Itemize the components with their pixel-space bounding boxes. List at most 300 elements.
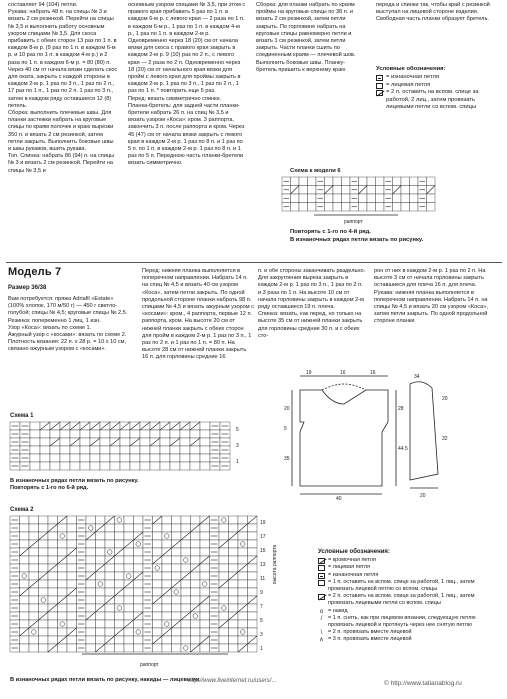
grid-cell [333,186,342,195]
grid-cell [20,580,30,588]
grid-cell [219,556,229,564]
grid-cell [58,628,68,636]
model7-legend [318,549,500,644]
grid-cell [191,620,201,628]
grid-cell [48,620,58,628]
grid-cell [153,620,163,628]
grid-cell [172,596,182,604]
grid-cell [96,628,106,636]
grid-cell [50,430,60,438]
grid-cell [130,430,140,438]
legend-text: = изнаночная петля [328,571,379,578]
grid-cell [20,556,30,564]
grid-cell [86,580,96,588]
watermark-left: http://www.liveinternet.ru/users/… [188,678,278,684]
grid-cell [96,580,106,588]
grid-cell [427,194,436,203]
grid-cell [291,203,300,212]
grid-cell [115,524,125,532]
grid-cell [181,620,191,628]
grid-cell [67,644,77,652]
grid-cell [70,462,80,470]
grid-cell [200,564,210,572]
grid-cell [124,636,134,644]
grid-cell [172,516,182,524]
paragraph: Перед: нижняя планка выполняется в поперечном направлении. Набрать 14 п. на спиц № 4,5 и вязать 40 см узором «Коса», затем петли закрыть. По одной продольной стороне планки набрать 98 п. спицами № 4,5 и вязать ажурным узором с «косами»: кром., 4 раппорта, первые 12 п. раппорта, кром. На высоте 20 см от нижней планки закрыть с обеих сторон для пройм в каждом 2-м р. 1 раз по 3 п., 1 раз по 2 п. и 1 раз по 1 п. = 80 п. На высоте 28 см от нижней планки закрыть 16 п. для горловины средние 16 [142,268,254,361]
grid-cell [29,516,39,524]
row-number: 15 [260,548,266,554]
legend-text: = 2 п. провязать вместе лицевой [328,629,412,636]
grid-cell [248,540,258,548]
stitch-symbol-icon: / [320,615,323,622]
paragraph: основным узором спицами № 3,5, при этом с правого края прибавить 5 раз по 1 п. в каждом 6-м р. с левого края — 2 раза по 1 п. в каждом 6-м р., 1 раз по 1 п. в каждом 4-м р., 1 раз по 1 п. в каждом 2-м р. Одновременно через 18 (20) см от начала вязки для скоса с правого края закрыть в каждом 2-м р. 9 (10) раз по 2 п., с левого края — 2 раза по 2 п. Одновременно через 18 (20) см от начального края вязки для пройм с левого края для проймы закрыть в каждом 2-м р. 1 раз по 3 п., 1 раз по 2 п., 1 раз по 1 п. * повторить еще 5 раз. [128,2,246,95]
paragraph: Спинка: вязать, как перед, но только на высоте 35 см от нижней планки закрыть для горловины средние 30 п. и с обеих сто- [258,311,363,339]
model6-text-column-3 [256,2,364,157]
model7-heading: Модель 7 [8,266,62,278]
grid-cell [376,194,385,203]
grid-cell [238,628,248,636]
grid-cell [150,462,160,470]
grid-cell [170,462,180,470]
grid-cell [162,516,172,524]
paragraph: переда и спинки так, чтобы край с резинкой выступал на лицевой стороне изделия. Свободная часть планки образует бретель. [376,2,490,23]
grid-cell [299,203,308,212]
legend-row [318,579,500,593]
grid-cell [39,556,49,564]
legend-title: Условные обозначения: [376,66,446,72]
dim-label: 34 [414,374,420,380]
grid-cell [105,532,115,540]
grid-cell [308,177,317,186]
grid-cell [134,556,144,564]
grid-cell [229,540,239,548]
legend-text: = 3 п. провязать вместе лицевой [328,636,412,643]
legend-text: = лицевая петля [328,564,371,571]
grid-cell [39,636,49,644]
grid-cell [342,177,351,186]
grid-cell [248,588,258,596]
grid-cell [20,604,30,612]
grid-cell [333,203,342,212]
stitch-symbol-icon: о [319,608,324,615]
grid-cell [359,177,368,186]
footnote-line: Повторять с 1-го по 6-й ряд. [10,485,89,492]
grid-cell [124,644,134,652]
legend-text: = 1 п. оставить на вспом. спице за работой, 1 лиц., затем провязать лицевой петлю со вспом. спицы [328,578,475,593]
grid-cell [219,604,229,612]
grid-cell [153,540,163,548]
grid-cell [162,620,172,628]
grid-cell [181,628,191,636]
row-number: 19 [260,520,266,526]
grid-cell [115,604,125,612]
grid-cell [181,516,191,524]
grid-cell [39,524,49,532]
grid-cell [39,588,49,596]
grid-cell [181,548,191,556]
grid-cell [134,628,144,636]
grid-cell [172,532,182,540]
grid-cell [172,556,182,564]
grid-cell [48,540,58,548]
grid-cell [48,580,58,588]
grid-cell [110,430,120,438]
grid-cell [325,194,334,203]
grid-cell [191,572,201,580]
grid-cell [172,572,182,580]
grid-cell [115,636,125,644]
grid-cell [105,612,115,620]
grid-cell [238,620,248,628]
grid-cell [60,462,70,470]
grid-cell [20,572,30,580]
grid-cell [238,588,248,596]
model6-text-column-4 [376,2,500,62]
grid-cell [48,516,58,524]
grid-cell [181,604,191,612]
grid-cell [100,438,110,446]
grid-cell [181,524,191,532]
grid-cell [29,628,39,636]
grid-cell [124,524,134,532]
grid-cell [162,604,172,612]
grid-cell [181,540,191,548]
grid-cell [153,532,163,540]
stitch-symbol-icon [318,558,325,564]
grid-cell [67,556,77,564]
grid-cell [219,596,229,604]
grid-cell [20,540,30,548]
grid-cell [229,604,239,612]
paragraph: Перед: вязать симметрично спинке. [128,95,222,102]
grid-cell [308,186,317,195]
grid-cell [58,612,68,620]
grid-cell [115,564,125,572]
grid-cell [153,572,163,580]
grid-cell [86,588,96,596]
grid-cell [219,524,229,532]
paragraph: составляет 94 (104) петли. [8,2,78,8]
grid-cell [219,612,229,620]
grid-cell [100,430,110,438]
grid-cell [248,532,258,540]
grid-cell [39,540,49,548]
grid-cell [105,644,115,652]
grid-cell [299,194,308,203]
grid-cell [50,454,60,462]
grid-cell [124,596,134,604]
grid-cell [30,462,40,470]
paragraph: Сборка: для планки набрать по краям проймы на круговые спицы по 38 п. и вязать 2 см резинкой, затем петли закрыть. По горловине набрать на круговые спицы равномерно петли и вязать 1 см резинкой, затем петли закрыть. Части планки сшить по соединенным краям — плечевой шов. Выполнить боковые швы. Планку-бретель пришить к верхнему краю [256,2,356,73]
paragraph: Резинка: попеременно 1 лиц. 1 изн. [8,317,101,324]
grid-cell [160,454,170,462]
row-number: 11 [260,576,266,582]
grid-cell [130,454,140,462]
grid-cell [48,548,58,556]
grid-cell [80,454,90,462]
watermark-right: © http://www.tatianablog.ru [384,680,462,687]
grid-cell [120,446,130,454]
dim-label: 20 [442,396,448,402]
paragraph: Плотность вязания: 22 п. х 28 р. = 10 х 10 см, связано ажурным узором с «косами». [8,339,127,353]
grid-cell [58,524,68,532]
row-number: 17 [260,534,266,540]
legend-text: = накид [328,607,348,614]
grid-cell [181,556,191,564]
grid-cell [100,462,110,470]
grid-cell [153,588,163,596]
grid-cell [134,540,144,548]
grid-cell [80,462,90,470]
grid-cell [238,612,248,620]
grid-cell [238,532,248,540]
legend-row [318,557,500,564]
grid-cell [60,446,70,454]
grid-cell [115,644,125,652]
schema2-title: Схема 2 [10,507,34,513]
grid-cell [162,612,172,620]
grid-cell [80,438,90,446]
grid-cell [29,572,39,580]
model7-text-column-2 [142,268,254,412]
grid-cell [96,588,106,596]
grid-cell [60,430,70,438]
grid-cell [162,580,172,588]
grid-cell [20,564,30,572]
grid-cell [86,620,96,628]
grid-cell [150,454,160,462]
knit-stitch-icon [376,83,383,89]
chart6-title: Схема к модели 6 [290,168,341,174]
grid-cell [124,604,134,612]
grid-cell [342,203,351,212]
grid-cell [238,572,248,580]
row-number: 5 [236,427,239,433]
grid-cell [359,203,368,212]
grid-cell [20,596,30,604]
grid-cell [172,644,182,652]
grid-cell [96,548,106,556]
grid-cell [162,596,172,604]
grid-cell [86,564,96,572]
grid-cell [181,580,191,588]
grid-cell [90,430,100,438]
grid-cell [229,620,239,628]
paragraph: Узор «Коса»: вязать по схеме 1. [8,324,92,331]
grid-cell [120,454,130,462]
paragraph: рон от них в каждом 2-м р. 1 раз по 2 п. На высоте 3 см от начала горловины закрыть оставшиеся для плеча 16 п. для плеча. [374,268,486,289]
grid-cell [124,556,134,564]
model7-text-column-3 [258,268,366,360]
grid-cell [130,446,140,454]
grid-cell [191,636,201,644]
grid-cell [48,532,58,540]
grid-cell [58,620,68,628]
grid-cell [238,580,248,588]
grid-cell [393,177,402,186]
grid-cell [80,430,90,438]
grid-cell [105,628,115,636]
grid-cell [181,596,191,604]
grid-cell [291,177,300,186]
grid-cell [58,572,68,580]
grid-cell [80,446,90,454]
grid-cell [67,636,77,644]
grid-cell [134,636,144,644]
grid-cell [299,177,308,186]
cable-stitch-icon [376,90,383,96]
grid-cell [248,628,258,636]
grid-cell [181,636,191,644]
grid-cell [160,446,170,454]
grid-cell [67,572,77,580]
grid-cell [219,644,229,652]
repeat-label: раппорт [344,219,363,225]
legend-text: = 1 п. снять, как при лицевом вязании, следующую петлю провязать лицевой и протянуть через нее снятую петлю [328,614,476,629]
grid-cell [229,516,239,524]
grid-cell [60,454,70,462]
grid-cell [180,446,190,454]
paragraph: Сборка: выполнить плечевые швы. Для планки застежки набрать на круговые спицы по краям полочек и краю вырезки 350 п. и вязать 2 см резинкой, затем петли закрыть. Выполнить боковые швы и швы рукавов, вшить рукава. [8,110,114,153]
grid-cell [105,540,115,548]
stitch-symbol-icon: ∧ [319,637,324,644]
grid-cell [181,564,191,572]
grid-cell [342,186,351,195]
grid-cell [191,588,201,596]
grid-cell [58,604,68,612]
grid-cell [29,644,39,652]
legend-text: = 2 п. оставить на вспом. спице за работой, 1 лиц., затем провязать лицевыми петли со вспом. спицы [328,593,475,607]
grid-cell [48,636,58,644]
schema1-footnote [10,478,250,492]
section-divider [6,262,502,263]
grid-cell [20,636,30,644]
grid-cell [124,572,134,580]
legend-row [376,74,500,81]
grid-cell [134,524,144,532]
grid-cell [308,194,317,203]
dim-label: 40 [336,496,342,500]
grid-cell [219,564,229,572]
model6-legend [376,66,500,111]
grid-cell [153,524,163,532]
repeat-height-label: высота раппорта [272,544,278,584]
grid-cell [393,203,402,212]
knitting-grid [10,422,230,470]
model7-text-column-1 [8,296,130,412]
grid-cell [190,454,200,462]
garment-pattern-diagram [282,370,502,500]
grid-cell [100,454,110,462]
schema1-grid [8,420,248,476]
grid-cell [29,556,39,564]
grid-cell [124,516,134,524]
grid-cell [67,580,77,588]
grid-cell [48,628,58,636]
legend-text: = изнаночная петля [386,74,440,81]
grid-cell [39,604,49,612]
row-numbers [260,520,266,652]
grid-cell [115,620,125,628]
grid-cell [86,636,96,644]
grid-cell [86,556,96,564]
grid-cell [115,540,125,548]
grid-cell [105,604,115,612]
dim-label: 19 [306,370,312,376]
grid-cell [50,462,60,470]
paragraph: Ажурный узор с «косами»: вязать по схеме 2. [8,332,127,339]
grid-cell [67,516,77,524]
grid-cell [200,430,210,438]
grid-cell [86,540,96,548]
grid-cell [170,446,180,454]
grid-cell [67,540,77,548]
grid-cell [86,644,96,652]
schema2-grid [8,514,308,674]
grid-cell [134,620,144,628]
grid-cell [200,454,210,462]
grid-cell [150,446,160,454]
grid-cell [219,572,229,580]
grid-cell [367,177,376,186]
grid-cell [115,516,125,524]
grid-cell [134,588,144,596]
grid-cell [29,532,39,540]
grid-cell [200,572,210,580]
legend-row [318,593,500,607]
grid-cell [29,612,39,620]
grid-cell [190,430,200,438]
grid-cell [248,644,258,652]
grid-cell [200,462,210,470]
grid-cell [219,588,229,596]
grid-cell [58,548,68,556]
grid-cell [29,564,39,572]
model6-text-column-1 [8,2,118,264]
grid-cell [248,564,258,572]
grid-cell [39,644,49,652]
schema2-footnote: В изнаночных рядах петли вязать по рисунку, накиды — лицевыми. [10,677,201,683]
grid-cell [30,438,40,446]
grid-cell [172,588,182,596]
grid-cell [200,532,210,540]
legend-row [318,636,500,643]
grid-cell [134,644,144,652]
grid-cell [229,644,239,652]
grid-cell [134,580,144,588]
grid-cell [180,430,190,438]
grid-cell [105,564,115,572]
grid-cell [172,604,182,612]
grid-cell [238,596,248,604]
stitch-symbol-icon [318,565,325,571]
grid-cell [200,422,210,430]
grid-cell [40,454,50,462]
grid-cell [191,532,201,540]
grid-cell [115,596,125,604]
grid-cell [401,203,410,212]
grid-cell [153,548,163,556]
grid-cell [134,564,144,572]
stitch-symbol-icon: \ [320,630,323,637]
grid-cell [58,644,68,652]
grid-cell [229,588,239,596]
grid-cell [200,644,210,652]
paragraph: Вам потребуется: пряжа Adriafil «Estate» (100% хлопок, 170 м/50 г) — 450 г светло-голубой; спицы № 4,5; круговые спицы № 2,5. [8,296,128,317]
grid-cell [96,556,106,564]
grid-cell [48,588,58,596]
grid-cell [20,620,30,628]
